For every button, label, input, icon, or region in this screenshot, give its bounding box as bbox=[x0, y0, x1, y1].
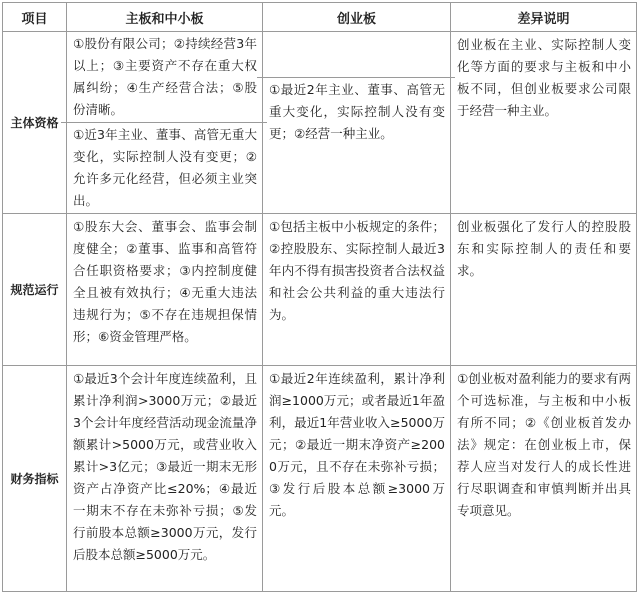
header-main-board: 主板和中小板 bbox=[67, 3, 263, 32]
gem-cell bbox=[263, 214, 451, 366]
comparison-table bbox=[2, 2, 637, 592]
table-header bbox=[3, 3, 637, 32]
header-row bbox=[3, 3, 637, 32]
difference-cell bbox=[451, 366, 637, 592]
main-board-text: ①最近3个会计年度连续盈利，且累计净利润>3000万元；②最近3个会计年度经营活动现金流量净额累计>5000万元，或营业收入累计>3亿元；③最近一期末无形资产占净资产比≤20%；④最近一期末不存在未弥补亏损；⑤发行前股本总额≥3000万元，发行后股本总额≥5000万元。 bbox=[73, 371, 257, 562]
gem-text: ①最近2年连续盈利，累计净利润≥1000万元；或者最近1年盈利，最近1年营业收入≥5000万元；②最近一期末净资产≥2000万元，且不存在未弥补亏损；③发行后股本总额≥3000万元。 bbox=[269, 371, 445, 518]
row-label: 规范运行 bbox=[3, 214, 67, 366]
difference-cell bbox=[451, 32, 637, 214]
header-gem: 创业板 bbox=[263, 3, 451, 32]
main-board-text-bottom: ①近3年主业、董事、高管无重大变化，实际控制人没有变更；②允许多元化经营，但必须主业突出。 bbox=[73, 127, 257, 208]
gem-cell bbox=[263, 366, 451, 592]
row-label: 主体资格 bbox=[3, 32, 67, 214]
header-item: 项目 bbox=[3, 3, 67, 32]
gem-text: ①最近2年主业、董事、高管无重大变化，实际控制人没有变更；②经营一种主业。 bbox=[269, 82, 445, 141]
main-board-cell bbox=[67, 32, 263, 214]
difference-text: 创业板在主业、实际控制人变化等方面的要求与主板和中小板不同，但创业板要求公司限于经营一种主业。 bbox=[457, 37, 631, 118]
difference-cell bbox=[451, 214, 637, 366]
main-board-cell bbox=[67, 366, 263, 592]
main-board-text-top: ①股份有限公司；②持续经营3年以上；③主要资产不存在重大权属纠纷；④生产经营合法；⑤股份清晰。 bbox=[73, 36, 257, 117]
header-difference: 差异说明 bbox=[451, 3, 637, 32]
table-row-subject-qualification bbox=[3, 32, 637, 214]
gem-cell-empty-top bbox=[263, 32, 450, 77]
gem-cell bbox=[263, 32, 451, 214]
difference-text: 创业板强化了发行人的控股股东和实际控制人的责任和要求。 bbox=[457, 219, 631, 278]
main-board-cell bbox=[67, 214, 263, 366]
main-board-text: ①股东大会、董事会、监事会制度健全；②董事、监事和高管符合任职资格要求；③内控制度健全且被有效执行；④无重大违法违规行为；⑤不存在违规担保情形；⑥资金管理严格。 bbox=[73, 219, 257, 344]
table-row-financial-indicators bbox=[3, 366, 637, 592]
gem-text: ①包括主板中小板规定的条件；②控股股东、实际控制人最近3年内不得有损害投资者合法权益和社会公共利益的重大违法行为。 bbox=[269, 219, 445, 322]
table-row-standard-operation bbox=[3, 214, 637, 366]
row-label: 财务指标 bbox=[3, 366, 67, 592]
difference-text: ①创业板对盈利能力的要求有两个可选标准，与主板和中小板有所不同；②《创业板首发办法》规定：在创业板上市，保荐人应当对发行人的成长性进行尽职调查和审慎判断并出具专项意见。 bbox=[457, 371, 631, 518]
